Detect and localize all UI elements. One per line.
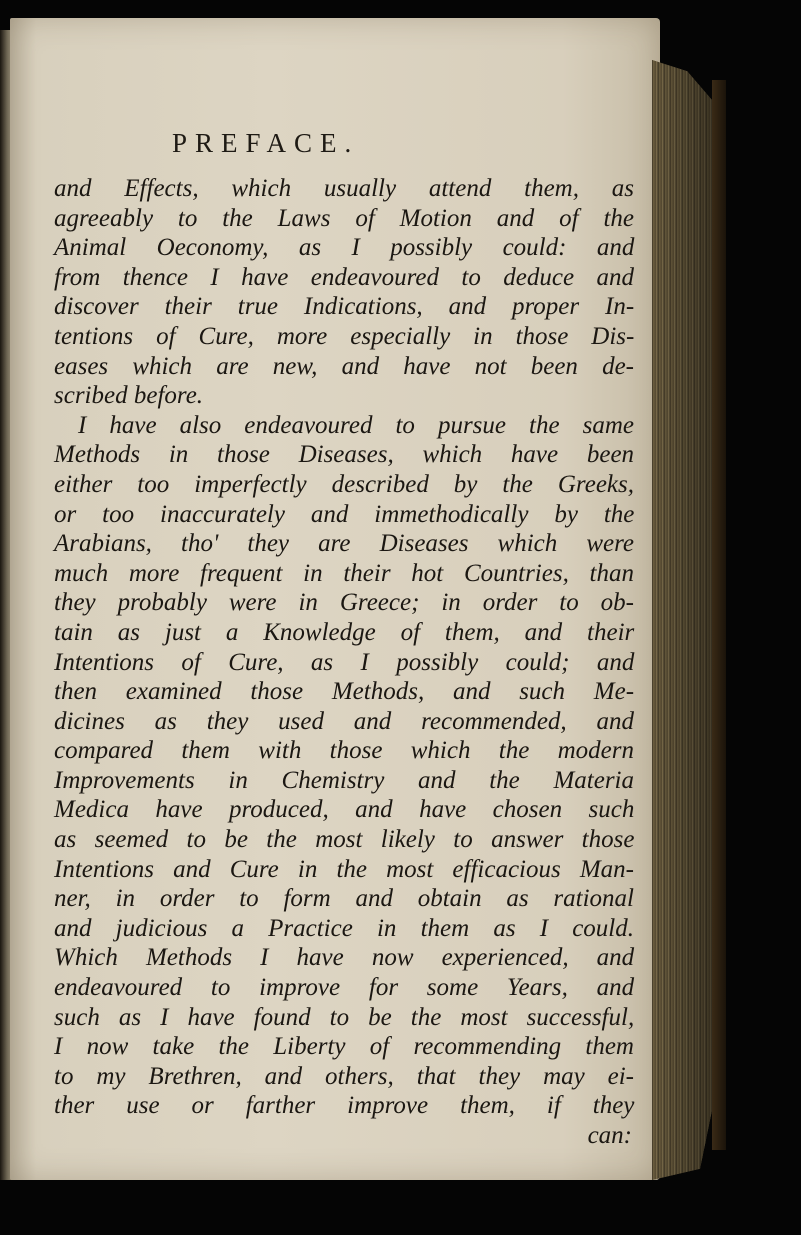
text-line: Medica have produced, and have chosen such bbox=[54, 796, 635, 824]
text-line: scribed before. bbox=[54, 382, 204, 410]
text-line: agreeably to the Laws of Motion and of the bbox=[54, 204, 634, 232]
text-line: Improvements in Chemistry and the Materia bbox=[54, 766, 634, 794]
book-cover-edge bbox=[712, 80, 726, 1150]
text-line: Intentions of Cure, as I possibly could; and bbox=[54, 648, 635, 676]
fore-edge-shadow bbox=[652, 60, 716, 1180]
running-header: PREFACE. bbox=[172, 128, 360, 158]
text-line: endeavoured to improve for some Years, and bbox=[54, 974, 635, 1002]
text-line: discover their true Indications, and proper In- bbox=[54, 293, 635, 321]
text-line: Methods in those Diseases, which have been bbox=[54, 441, 635, 469]
text-line: ther use or farther improve them, if they bbox=[54, 1092, 635, 1120]
body-text bbox=[54, 174, 634, 1151]
catchword: can: bbox=[587, 1122, 632, 1149]
text-line: such as I have found to be the most successful, bbox=[54, 1003, 635, 1031]
text-line: Arabians, tho' they are Diseases which were bbox=[54, 530, 635, 558]
text-line: from thence I have endeavoured to deduce and bbox=[54, 263, 634, 291]
text-line: compared them with those which the modern bbox=[54, 737, 634, 765]
text-line: Animal Oeconomy, as I possibly could: and bbox=[54, 234, 635, 262]
text-line: Which Methods I have now experienced, and bbox=[54, 944, 635, 972]
text-line: and judicious a Practice in them as I could. bbox=[54, 914, 634, 942]
text-line: as seemed to be the most likely to answer those bbox=[54, 826, 635, 854]
text-line: much more frequent in their hot Countries, than bbox=[54, 559, 634, 587]
text-line: or too inaccurately and immethodically by the bbox=[54, 500, 635, 528]
text-line: to my Brethren, and others, that they may ei- bbox=[54, 1062, 634, 1090]
text-line: tain as just a Knowledge of them, and their bbox=[54, 618, 635, 646]
text-line: eases which are new, and have not been de- bbox=[54, 352, 634, 380]
text-line: then examined those Methods, and such Me- bbox=[54, 678, 635, 706]
text-line: and Effects, which usually attend them, as bbox=[54, 175, 634, 202]
text-line: Intentions and Cure in the most efficacious Man- bbox=[54, 855, 634, 883]
text-line: ner, in order to form and obtain as rational bbox=[54, 885, 634, 913]
text-line: they probably were in Greece; in order to ob- bbox=[54, 589, 634, 617]
text-line: I now take the Liberty of recommending them bbox=[54, 1033, 634, 1061]
text-line: dicines as they used and recommended, and bbox=[54, 707, 634, 735]
text-line: either too imperfectly described by the Greeks, bbox=[54, 470, 634, 498]
text-line: I have also endeavoured to pursue the same bbox=[78, 411, 634, 439]
text-line: tentions of Cure, more especially in those Dis- bbox=[54, 322, 635, 350]
